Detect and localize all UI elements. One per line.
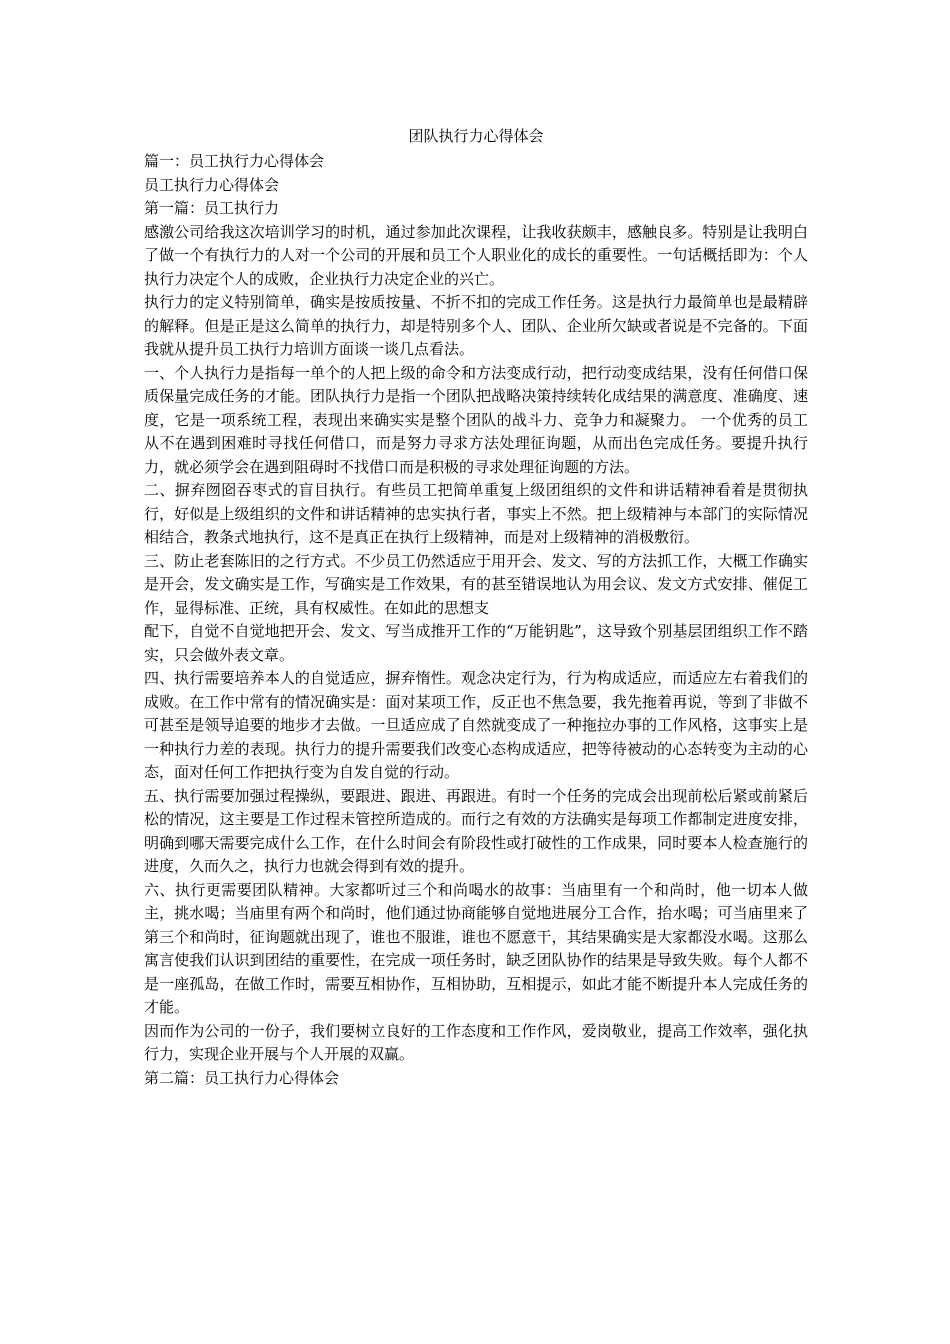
paragraph-point-5: 五、执行需要加强过程操纵，要跟进、跟进、再跟进。有时一个任务的完成会出现前松后紧或前紧后松的情况，这主要是工作过程未管控所造成的。而行之有效的方法确实是每项工作都制定进度安排，明确到哪天需要完成什么工作，在什么时间会有阶段性或打破性的工作成果，同时要本人检查施行的进度，久而久之，执行力也就会得到有效的提升。 (144, 786, 808, 875)
paragraph-point-3-continued: 配下，自觉不自觉地把开会、发文、写当成推开工作的“万能钥匙”，这导致个别基层团组织工作不踏实，只会做外表文章。 (144, 622, 808, 664)
section-heading-3: 第一篇：员工执行力 (144, 199, 280, 217)
document-title: 团队执行力心得体会 (408, 127, 544, 145)
paragraph-point-1: 一、个人执行力是指每一单个的人把上级的命令和方法变成行动，把行动变成结果，没有任何借口保质保量完成任务的才能。团队执行力是指一个团队把战略决策持续转化成结果的满意度、准确度、速度，它是一项系统工程，表现出来确实实是整个团队的战斗力、竞争力和凝聚力。 一个优秀的员工从不在遇到困难时寻找任何借口，而是努力寻求方法处理征询题，从而出色完成任务。要提升执行力，就必须学会在遇到阻碍时不找借口而是积极的寻求处理征询题的方法。 (144, 363, 808, 476)
paragraph-definition: 执行力的定义特别简单，确实是按质按量、不折不扣的完成工作任务。这是执行力最简单也是最精辟的解释。但是正是这么简单的执行力，却是特别多个人、团队、企业所欠缺或者说是不完备的。下面我就从提升员工执行力培训方面谈一谈几点看法。 (144, 293, 808, 358)
section-heading-1: 篇一：员工执行力心得体会 (144, 152, 325, 170)
paragraph-point-3: 三、防止老套陈旧的之行方式。不少员工仍然适应于用开会、发文、写的方法抓工作，大概工作确实是开会，发文确实是工作，写确实是工作效果，有的甚至错误地认为用会议、发文方式安排、催促工作，显得标准、正统，具有权威性。在如此的思想支 (144, 551, 808, 617)
section-heading-4: 第二篇：员工执行力心得体会 (144, 1068, 340, 1087)
section-heading-2: 员工执行力心得体会 (144, 175, 280, 194)
paragraph-intro: 感激公司给我这次培训学习的时机，通过参加此次课程，让我收获颇丰，感触良多。特别是让我明白了做一个有执行力的人对一个公司的开展和员工个人职业化的成长的重要性。一句话概括即为：个人执行力决定个人的成败，企业执行力决定企业的兴亡。 (144, 222, 808, 288)
paragraph-point-4: 四、执行需要培养本人的自觉适应，摒弃惰性。观念决定行为，行为构成适应，而适应左右着我们的成败。在工作中常有的情况确实是：面对某项工作，反正也不焦急要，我先拖着再说，等到了非做不可甚至是领导追要的地步才去做。一旦适应成了自然就变成了一种拖拉办事的工作风格，这事实上是一种执行力差的表现。执行力的提升需要我们改变心态构成适应，把等待被动的心态转变为主动的心态，面对任何工作把执行变为自发自觉的行动。 (144, 669, 808, 781)
paragraph-point-6: 六、执行更需要团队精神。大家都听过三个和尚喝水的故事：当庙里有一个和尚时，他一切本人做主，挑水喝；当庙里有两个和尚时，他们通过协商能够自觉地进展分工合作，抬水喝；可当庙里来了第三个和尚时，征询题就出现了，谁也不服谁，谁也不愿意干，其结果确实是大家都没水喝。这那么寓言使我们认识到团结的重要性，在完成一项任务时，缺乏团队协作的结果是导致失败。每个人都不是一座孤岛，在做工作时，需要互相协作，互相协助，互相提示，如此才能不断提升本人完成任务的才能。 (144, 880, 808, 1016)
paragraph-point-2: 二、摒弃囫囵吞枣式的盲目执行。有些员工把简单重复上级团组织的文件和讲话精神看着是贯彻执行，好似是上级组织的文件和讲话精神的忠实执行者，事实上不然。把上级精神与本部门的实际情况相结合，教条式地执行，这不是真正在执行上级精神，而是对上级精神的消极敷衍。 (144, 481, 808, 546)
document-page (144, 124, 808, 1090)
paragraph-conclusion: 因而作为公司的一份子，我们要树立良好的工作态度和工作作风，爱岗敬业，提高工作效率，强化执行力，实现企业开展与个人开展的双赢。 (144, 1021, 808, 1063)
